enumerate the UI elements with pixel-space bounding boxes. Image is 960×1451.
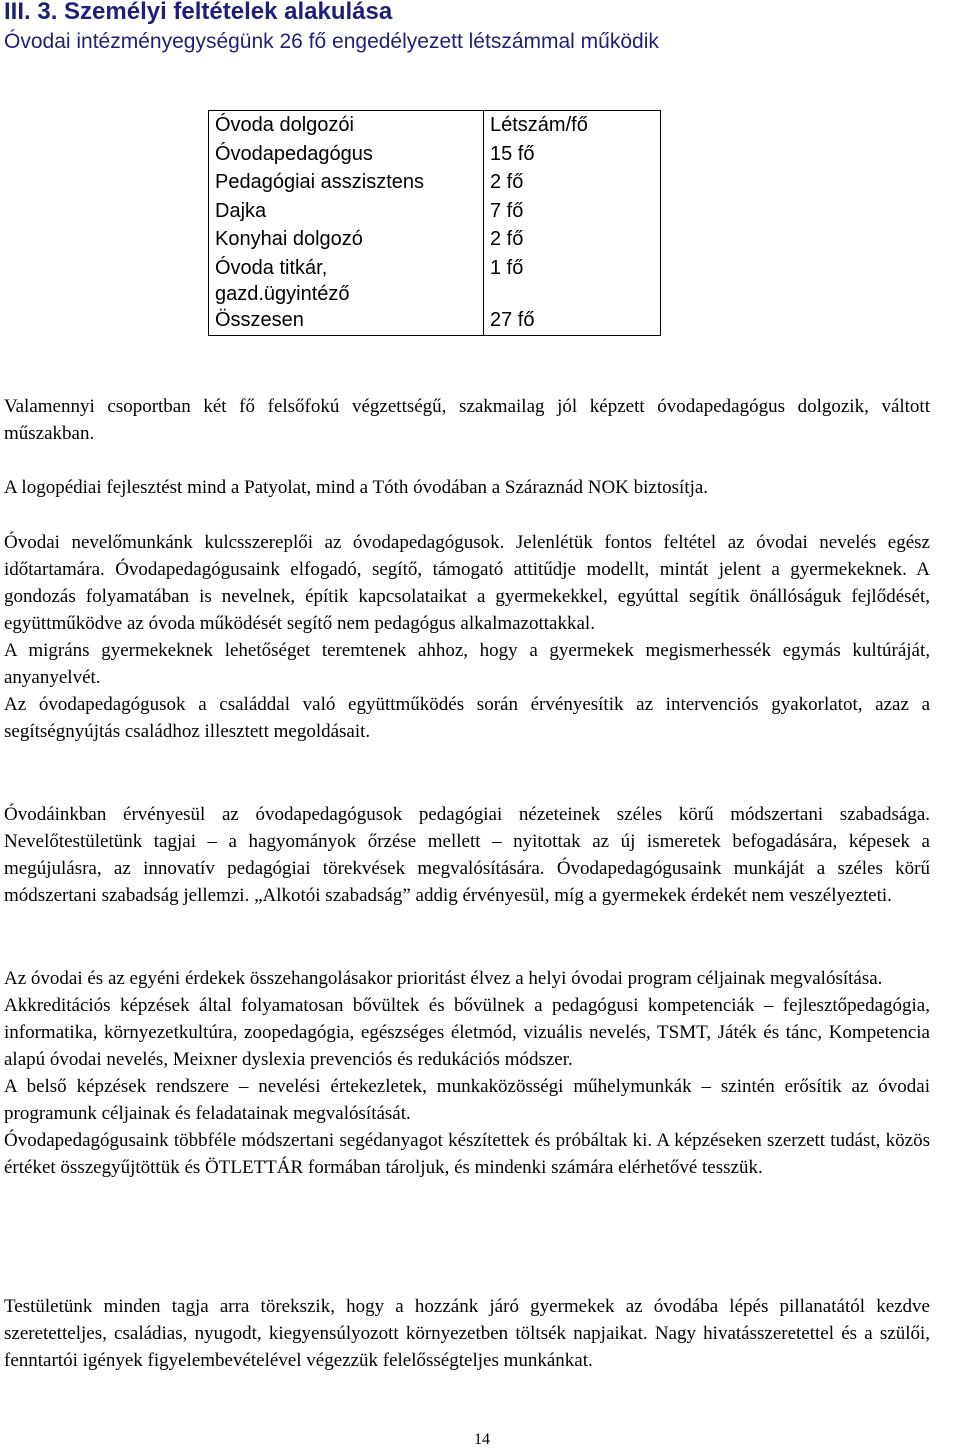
paragraph-text: A migráns gyermekeknek lehetőséget teremtenek ahhoz, hogy a gyermekek megismerhessék egymás kultúráját, anyanyelvét. [4,640,930,688]
page-number: 14 [474,1431,490,1448]
paragraph-text: Az óvodai és az egyéni érdekek összehangolásakor prioritást élvez a helyi óvodai program céljainak megvalósítása. [4,968,883,989]
staff-role-cell [209,111,484,336]
table-header-count: Létszám/fő [490,114,588,136]
staff-count-cell [484,111,661,336]
paragraph-text: Óvodáinkban érvényesül az óvodapedagógusok pedagógiai nézeteinek széles körű módszertani szabadsága. Nevelőtestületünk tagjai – a hagyományok őrzése mellett – nyitottak az új ismeretek befogadására, képesek a megújulásra, az innovatív pedagógiai törekvések megvalósítására. Óvodapedagógusaink munkáját a széles körű módszertani szabadság jellemzi. „Alkotói szabadság” addig érvényesül, míg a gyermekek érdekét nem veszélyezteti. [4,804,930,906]
paragraph-text: Az óvodapedagógusok a családdal való együttműködés során érvényesítik az intervenciós gyakorlatot, azaz a segítségnyújtás családhoz illesztett megoldásait. [4,694,930,742]
role-label: Óvodapedagógus [215,142,373,165]
paragraph-text: Óvodai nevelőmunkánk kulcsszereplői az óvodapedagógusok. Jelenlétük fontos feltétel az óvodai nevelés egész időtartamára. Óvodapedagógusaink elfogadó, segítő, támogató attitűdje modellt, mintát jelent a gyermekeknek. A gondozás folyamatában is nevelnek, építik kapcsolataikat a gyermekekkel, egyúttal segítik önállóságuk fejlődését, együttműködve az óvoda működését segítő nem pedagógus alkalmazottakkal. [4,532,930,634]
count-value [490,282,654,306]
paragraph [4,474,930,501]
count-value: 2 fő [490,228,524,250]
paragraph [4,529,930,745]
count-value: 15 fő [490,142,535,165]
count-value: 1 fő [490,256,524,279]
section-heading: III. 3. Személyi feltételek alakulása [4,0,393,25]
paragraph [4,965,930,1181]
count-value: 7 fő [490,199,524,222]
paragraph [4,801,930,909]
paragraph-text: Valamennyi csoportban két fő felsőfokú végzettségű, szakmailag jól képzett óvodapedagógus dolgozik, váltott műszakban. [4,396,930,444]
total-label: Összesen [215,309,304,331]
paragraph-text: A logopédiai fejlesztést mind a Patyolat, mind a Tóth óvodában a Száraznád NOK biztosítja. [4,477,709,498]
paragraph-text: Óvodapedagógusaink többféle módszertani segédanyagot készítettek és próbáltak ki. A képzéseken szerzett tudást, közös értéket összegyűjtöttük és ÖTLETTÁR formában tároljuk, és mindenki számára elérhetővé tesszük. [4,1130,930,1178]
paragraph [4,393,930,447]
role-label: Pedagógiai asszisztens [215,171,425,193]
staff-table [208,110,661,336]
total-value: 27 fő [490,309,535,331]
table-header-role: Óvoda dolgozói [215,114,354,136]
paragraph-text: Akkreditációs képzések által folyamatosan bővültek és bővülnek a pedagógusi kompetenciák – fejlesztőpedagógia, informatika, környezetkultúra, zoopedagógia, egészséges életmód, vizuális nevelés, TSMT, Játék és tánc, Kompetencia alapú óvodai nevelés, Meixner dyslexia prevenciós és redukációs módszer. [4,995,930,1070]
role-label: Konyhai dolgozó [215,228,363,250]
role-label: Óvoda titkár, [215,256,328,279]
table-row [209,111,661,336]
role-label: gazd.ügyintéző [215,283,350,305]
section-subheading: Óvodai intézményegységünk 26 fő engedélyezett létszámmal működik [4,30,659,53]
paragraph-text: Testületünk minden tagja arra törekszik, hogy a hozzánk járó gyermekek az óvodába lépés pillanatától kezdve szeretetteljes, családias, nyugodt, kiegyensúlyozott környezetben töltsék napjaikat. Nagy hivatásszeretettel és a szülői, fenntartói igények figyelembevételével végezzük felelősségteljes munkánkat. [4,1296,930,1371]
paragraph [4,1293,930,1374]
role-label: Dajka [215,199,267,222]
count-value: 2 fő [490,171,524,193]
paragraph-text: A belső képzések rendszere – nevelési értekezletek, munkaközösségi műhelymunkák – szintén erősítik az óvodai programunk céljainak és feladatainak megvalósítását. [4,1076,930,1124]
